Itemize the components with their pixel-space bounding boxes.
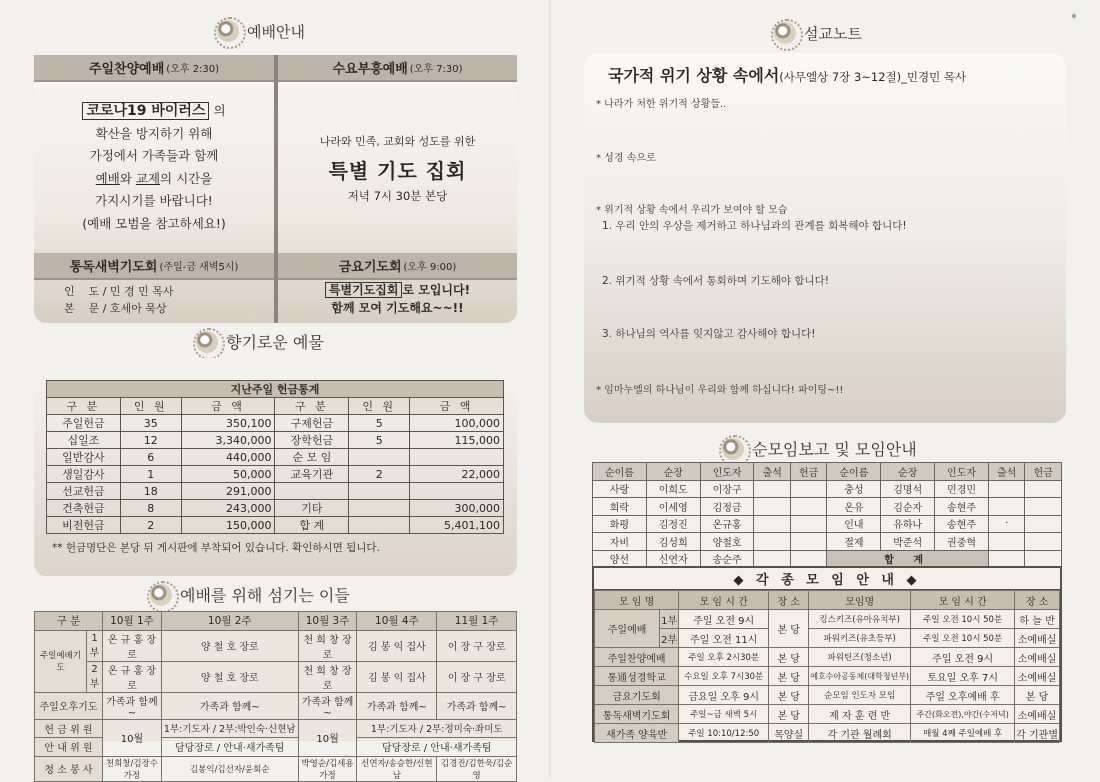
group-cell: 양선 — [593, 550, 647, 568]
meet-time: 수요일 오후 7시30분 — [679, 667, 769, 686]
servers-afternoon-label: 주일오후기도 — [35, 692, 103, 719]
sermon-reference: (사무엘상 7장 3~12절)_민경민 목사 — [779, 70, 967, 84]
group-cell: 김명석 — [881, 480, 935, 498]
group-cell: 박준석 — [881, 533, 935, 551]
meet-h: 모 임 명 — [595, 591, 679, 610]
group-header-row — [593, 463, 1062, 481]
sermon-point: 2. 위기적 상황 속에서 통회하며 기도해야 합니다! — [602, 275, 829, 287]
offering-table — [46, 380, 504, 534]
meet-time: 금요일 오후 9시 — [679, 686, 769, 705]
servers-offering-a: 1부:기도자 / 2부:박인숙·신현남 — [161, 719, 298, 738]
meet-row — [595, 629, 1060, 648]
meet-time-r: 주일 오후예배 후 — [911, 686, 1015, 705]
meet-time-r: 주일 오전 10시 50분 — [911, 610, 1015, 629]
offering-cell: 2 — [120, 517, 181, 534]
offering-cell: 합 계 — [275, 517, 349, 534]
servers-usher-b: 담당장로 / 안내·새가족팀 — [357, 738, 517, 757]
covid-line2: 확산을 방지하기 위해 — [95, 125, 213, 141]
offering-cell: 5,401,100 — [410, 517, 504, 534]
meet-place: 본 당 — [769, 610, 809, 648]
group-cell: 양철호 — [700, 533, 754, 551]
meet-name: 통독새벽기도회 — [595, 705, 679, 724]
servers-part2: 2부 — [87, 661, 103, 692]
group-cell: 송순주 — [700, 550, 754, 568]
meet-time: 주일 오전 11시 — [679, 629, 769, 648]
group-header-cell: 출석 — [754, 463, 790, 481]
covid-and: 와 — [119, 170, 136, 186]
meetings-title: ◆ 각 종 모 임 안 내 ◆ — [594, 568, 1060, 590]
group-row — [593, 515, 1062, 533]
group-cell: 송현주 — [935, 515, 989, 533]
covid-line4-end: 의 시간을 — [160, 170, 213, 186]
sermon-heading — [774, 22, 862, 44]
servers-cell: 가족과 함께~ — [437, 692, 517, 719]
group-cell: 권중혁 — [935, 533, 989, 551]
meet-h: 장 소 — [769, 591, 809, 610]
friday-bar — [278, 253, 517, 280]
group-cell: · — [988, 515, 1024, 533]
covid-line1: 의 — [213, 103, 226, 118]
group-cell — [790, 533, 826, 551]
meet-h: 모임명 — [809, 591, 911, 610]
offering-header-cell: 인 원 — [349, 398, 410, 415]
offering-cell — [349, 500, 410, 517]
meet-row — [595, 648, 1060, 667]
sermon-title-text: 국가적 위기 상황 속에서 — [608, 66, 780, 85]
servers-cell: 김경진/김한욱/김순영 — [437, 756, 517, 781]
offering-panel — [34, 358, 517, 576]
group-cell — [1025, 480, 1062, 498]
wednesday-bar — [278, 55, 517, 82]
servers-header-row — [35, 612, 517, 631]
group-cell — [790, 515, 826, 533]
covid-line3: 가정에서 가족들과 함께 — [89, 148, 219, 163]
meet-part: 2부 — [660, 629, 679, 648]
group-cell: 희락 — [593, 498, 647, 516]
meet-place-r: 소예배실 — [1015, 667, 1060, 686]
offering-cell: 6 — [120, 449, 181, 466]
meetings-panel — [592, 566, 1062, 742]
ornament-icon — [774, 22, 796, 44]
meet-row — [595, 724, 1060, 743]
group-header-cell: 헌금 — [790, 463, 826, 481]
meet-place: 본 당 — [769, 648, 809, 667]
covid-line5: 가지시기를 바랍니다! — [95, 193, 213, 208]
offering-cell: 순 모 임 — [275, 449, 349, 466]
group-header-cell: 출석 — [988, 463, 1024, 481]
dawn-info — [64, 283, 174, 317]
group-cell: 합 계 — [827, 550, 988, 568]
meet-name-r: 예호수아공동체(대학청년부) — [809, 667, 911, 686]
worship-panel — [34, 55, 517, 323]
servers-table — [34, 611, 517, 782]
meet-time: 주일 오후 2시30분 — [679, 648, 769, 667]
offer-heading-text: 향기로운 예물 — [226, 333, 324, 352]
group-cell: 충성 — [827, 480, 881, 498]
servers-cell: 김 봉 익 집사 — [357, 661, 437, 692]
group-cell: 김정진 — [646, 515, 700, 533]
dawn-text: 본 문 / 호세아 묵상 — [64, 302, 167, 315]
meet-place: 본 당 — [769, 686, 809, 705]
servers-row-prayer1 — [35, 630, 517, 661]
meetings-header-row — [595, 591, 1060, 610]
meet-time-r: 주간(화오전),야간(수저녁) — [911, 705, 1015, 724]
servers-cell: 양 철 호 장로 — [161, 630, 298, 661]
offering-row — [47, 483, 504, 500]
servers-cell: 가족과 함께~ — [298, 692, 357, 719]
servers-cell: 신연자/송승한/신현남 — [357, 756, 437, 781]
friday-rest: 로 모입니다! — [402, 283, 471, 297]
servers-usher-label: 안 내 위 원 — [35, 738, 103, 757]
group-header-cell: 순이름 — [593, 463, 647, 481]
group-cell — [988, 480, 1024, 498]
offering-cell: 115,000 — [410, 432, 504, 449]
worship-heading — [217, 20, 305, 42]
ornament-icon — [722, 438, 744, 460]
servers-heading-text: 예배를 위해 섬기는 이들 — [180, 586, 350, 605]
group-heading-text: 순모임보고 및 모임안내 — [752, 440, 917, 459]
group-cell: 이장구 — [700, 480, 754, 498]
group-cell — [790, 550, 826, 568]
meet-name-r: 제 자 훈 련 반 — [809, 705, 911, 724]
offering-cell: 일반감사 — [47, 449, 121, 466]
group-cell — [1025, 550, 1062, 568]
group-cell — [754, 533, 790, 551]
sunday-time: (오후 2:30) — [166, 64, 220, 75]
offering-header-cell: 구 분 — [275, 398, 349, 415]
offering-row — [47, 449, 504, 466]
offering-cell: 십일조 — [47, 432, 121, 449]
covid-boxed: 코로나19 바이러스 — [82, 102, 209, 120]
group-cell: 민경민 — [935, 480, 989, 498]
sunday-bar — [34, 55, 274, 82]
offering-row — [47, 466, 504, 483]
offer-heading — [196, 330, 324, 353]
sermon-note: * 성경 속으로 — [596, 153, 656, 164]
meet-row — [595, 705, 1060, 724]
servers-month-b: 10월 — [298, 719, 357, 756]
offering-cell — [410, 449, 504, 466]
dawn-leader: 인 도 / 민 경 민 목사 — [64, 285, 174, 298]
meet-place-r: 각 기관별 — [1015, 724, 1060, 743]
group-cell: 송현주 — [935, 498, 989, 516]
servers-h5: 11월 1주 — [437, 612, 517, 631]
group-cell: 인내 — [827, 515, 881, 533]
servers-cleaning-label: 청 소 봉 사 — [35, 756, 103, 781]
offering-header-cell: 금 액 — [181, 398, 275, 415]
meet-h: 모 임 시 간 — [679, 591, 769, 610]
servers-h2: 10월 2주 — [161, 612, 298, 631]
sermon-note: * 위기적 상황 속에서 우리가 보여야 할 모습 — [596, 205, 788, 216]
servers-cell: 이 장 구 장로 — [437, 661, 517, 692]
sermon-note: * 나라가 처한 위기적 상황들.. — [596, 99, 727, 110]
group-row — [593, 533, 1062, 551]
sermon-title — [608, 63, 966, 86]
page-fold — [549, 0, 551, 777]
servers-cell: 천 희 창 장로 — [298, 630, 357, 661]
friday-time: (오후 9:00) — [403, 262, 457, 273]
offering-note: ** 헌금명단은 본당 뒤 게시판에 부착되어 있습니다. 확인하시면 됩니다. — [52, 542, 380, 554]
wednesday-bar-label: 수요부흥예배 — [332, 62, 408, 77]
servers-usher-a: 담당장로 / 안내·새가족팀 — [161, 738, 298, 757]
offering-cell: 150,000 — [181, 517, 275, 534]
meet-name: 새가족 양육반 — [595, 724, 679, 743]
group-cell — [754, 498, 790, 516]
sermon-heading-text: 설교노트 — [804, 24, 862, 43]
offering-caption: 지난주일 헌금통계 — [47, 381, 504, 398]
meet-name: 주일예배 — [595, 610, 660, 648]
ornament-icon — [150, 584, 172, 606]
ornament-icon — [196, 331, 218, 353]
offering-header-cell: 구 분 — [47, 398, 121, 415]
servers-offering-label: 헌 금 위 원 — [35, 719, 103, 738]
friday-info — [278, 281, 517, 317]
special-time: 저녁 7시 30분 본당 — [347, 189, 448, 203]
offering-cell: 22,000 — [410, 466, 504, 483]
meet-name: 주일찬양예배 — [595, 648, 679, 667]
offering-header-row — [47, 398, 504, 415]
dawn-bar-label: 통독새벽기도회 — [69, 260, 158, 275]
servers-heading — [150, 583, 350, 606]
servers-month-a: 10월 — [103, 719, 162, 756]
sermon-point: 3. 하나님의 역사를 잊지않고 감사해야 합니다! — [602, 328, 816, 340]
meetings-table — [594, 590, 1060, 743]
offering-cell: 1 — [120, 466, 181, 483]
worship-heading-text: 예배안내 — [247, 22, 305, 41]
meet-place-r: 소예배실 — [1015, 629, 1060, 648]
meet-name-r: 각 기관 월례회 — [809, 724, 911, 743]
group-header-cell: 인도자 — [700, 463, 754, 481]
group-cell: 절제 — [827, 533, 881, 551]
offering-cell: 12 — [120, 432, 181, 449]
offering-cell — [275, 483, 349, 500]
meet-row — [595, 610, 1060, 629]
group-header-cell: 순장 — [646, 463, 700, 481]
meet-name-r: 파워키즈(유초등부) — [809, 629, 911, 648]
meet-name-r: 킹스키즈(유아유치부) — [809, 610, 911, 629]
group-cell: 이세영 — [646, 498, 700, 516]
friday-boxed: 특별기도집회 — [325, 282, 403, 298]
offering-cell: 2 — [349, 466, 410, 483]
offering-cell: 장학헌금 — [275, 432, 349, 449]
meet-time: 주일~금 새벽 5시 — [679, 705, 769, 724]
offering-cell: 건축헌금 — [47, 500, 121, 517]
meet-h: 모 임 시 간 — [911, 591, 1015, 610]
meet-time: 주일 오전 9시 — [679, 610, 769, 629]
servers-cell: 김 봉 익 집사 — [357, 630, 437, 661]
meet-place: 본 당 — [769, 705, 809, 724]
offering-cell — [349, 449, 410, 466]
meet-place-r: 소예배실 — [1015, 705, 1060, 724]
group-row — [593, 480, 1062, 498]
offering-cell: 300,000 — [410, 500, 504, 517]
servers-cell: 박영순/김세용 가정 — [298, 756, 357, 781]
meet-part: 1부 — [660, 610, 679, 629]
group-cell: 자비 — [593, 533, 647, 551]
offering-cell — [349, 517, 410, 534]
offering-cell: 350,100 — [181, 415, 275, 432]
group-cell — [754, 515, 790, 533]
offering-header-cell: 금 액 — [410, 398, 504, 415]
offering-cell: 5 — [349, 415, 410, 432]
group-header-cell: 순이름 — [827, 463, 881, 481]
meet-time-r: 매월 4째 주일예배 후 — [911, 724, 1015, 743]
offering-cell — [410, 483, 504, 500]
meet-name: 금요기도회 — [595, 686, 679, 705]
servers-h1: 10월 1주 — [103, 612, 162, 631]
sunday-bar-label: 주일찬양예배 — [88, 62, 165, 77]
dawn-bar — [34, 253, 274, 280]
servers-cell: 김봉익/김선자/윤회순 — [161, 756, 298, 781]
sermon-point: 1. 우리 안의 우상을 제거하고 하나님과의 관계를 회복해야 합니다! — [602, 220, 907, 232]
meet-time-r: 주일 오전 10시 50분 — [911, 629, 1015, 648]
friday-line2: 함께 모여 기도해요~~!! — [331, 301, 464, 315]
servers-part1: 1부 — [87, 630, 103, 661]
sermon-panel — [584, 53, 1066, 423]
meet-place-r: 하 늘 반 — [1015, 610, 1060, 629]
offering-cell: 35 — [120, 415, 181, 432]
offering-cell: 100,000 — [410, 415, 504, 432]
servers-cell: 온 규 홍 장로 — [103, 661, 162, 692]
servers-cell: 가족과 함께~ — [357, 692, 437, 719]
group-cell: 신연자 — [646, 550, 700, 568]
corner-mark — [1072, 14, 1076, 18]
servers-cell: 가족과 함께~ — [103, 692, 162, 719]
group-row — [593, 498, 1062, 516]
servers-h4: 10월 4주 — [357, 612, 437, 631]
special-sub: 나라와 민족, 교회와 성도를 위한 — [319, 135, 476, 148]
offering-cell: 5 — [349, 432, 410, 449]
meet-time-r: 토요일 오후 7시 — [911, 667, 1015, 686]
group-cell: 사랑 — [593, 480, 647, 498]
group-cell: 이희도 — [646, 480, 700, 498]
dawn-time: (주일-금 새벽5시) — [159, 262, 239, 273]
offering-row — [47, 432, 504, 449]
covid-worship: 예배 — [95, 170, 120, 186]
servers-row-prayer2 — [35, 661, 517, 692]
offering-cell — [349, 483, 410, 500]
group-cell — [790, 480, 826, 498]
group-header-cell: 헌금 — [1025, 463, 1062, 481]
covid-line6: (예배 모범을 참고하세요!) — [82, 215, 226, 231]
servers-cell: 천희창/김장수 가정 — [103, 756, 162, 781]
group-header-cell: 인도자 — [935, 463, 989, 481]
servers-cell: 천 희 창 장로 — [298, 661, 357, 692]
offering-cell: 18 — [120, 483, 181, 500]
group-cell: 김정금 — [700, 498, 754, 516]
group-cell: 유하나 — [881, 515, 935, 533]
group-cell: 온유 — [827, 498, 881, 516]
group-header-cell: 순장 — [881, 463, 935, 481]
servers-row-cleaning — [35, 756, 517, 781]
servers-cell: 양 철 호 장로 — [161, 661, 298, 692]
group-cell — [988, 550, 1024, 568]
servers-panel — [34, 611, 517, 781]
servers-row-offering — [35, 719, 517, 738]
group-cell — [988, 533, 1024, 551]
special-title: 특별 기도 집회 — [328, 159, 467, 183]
offering-row — [47, 517, 504, 534]
group-cell: 김순자 — [881, 498, 935, 516]
meet-place-r: 소예배실 — [1015, 648, 1060, 667]
covid-notice — [34, 100, 274, 235]
servers-cell: 가족과 함께~ — [161, 692, 298, 719]
ornament-icon — [217, 20, 239, 42]
group-heading — [722, 437, 917, 460]
offering-cell: 243,000 — [181, 500, 275, 517]
group-cell — [988, 498, 1024, 516]
group-cell: 김성희 — [646, 533, 700, 551]
offering-cell: 50,000 — [181, 466, 275, 483]
offering-cell: 440,000 — [181, 449, 275, 466]
servers-offering-b: 1부:기도자 / 2부:정미숙·좌미도 — [357, 719, 517, 738]
servers-h0: 구 분 — [35, 612, 103, 631]
group-cell — [754, 550, 790, 568]
group-cell — [1025, 515, 1062, 533]
meet-place: 목양실 — [769, 724, 809, 743]
offering-cell: 주일헌금 — [47, 415, 121, 432]
group-cell — [790, 498, 826, 516]
servers-cell: 이 장 구 장로 — [437, 630, 517, 661]
meet-name: 통通성경학교 — [595, 667, 679, 686]
meet-row — [595, 686, 1060, 705]
group-cell: 화평 — [593, 515, 647, 533]
offering-cell: 3,340,000 — [181, 432, 275, 449]
offering-cell: 291,000 — [181, 483, 275, 500]
servers-cell: 온 규 홍 장로 — [103, 630, 162, 661]
servers-prayer-label: 주일예배기도 — [35, 630, 87, 692]
wednesday-time: (오후 7:30) — [409, 64, 463, 75]
meet-time: 주일 10:10/12:50 — [679, 724, 769, 743]
meet-time-r: 주일 오전 9시 — [911, 648, 1015, 667]
meet-place-r: 본 당 — [1015, 686, 1060, 705]
group-cell — [754, 480, 790, 498]
special-prayer — [278, 133, 517, 204]
offering-cell: 비전헌금 — [47, 517, 121, 534]
servers-row-afternoon — [35, 692, 517, 719]
offering-header-cell: 인 원 — [120, 398, 181, 415]
offering-cell: 생일감사 — [47, 466, 121, 483]
group-table — [592, 462, 1062, 568]
group-row — [593, 550, 1062, 568]
covid-fellowship: 교제 — [135, 170, 161, 186]
offering-cell: 8 — [120, 500, 181, 517]
offering-row — [47, 415, 504, 432]
offering-cell: 기타 — [275, 500, 349, 517]
friday-bar-label: 금요기도회 — [338, 260, 402, 275]
group-cell — [1025, 533, 1062, 551]
meet-name-r: 파워틴즈(청소년) — [809, 648, 911, 667]
meet-name-r: 순모임 인도자 모임 — [809, 686, 911, 705]
group-cell: 온규홍 — [700, 515, 754, 533]
meet-row — [595, 667, 1060, 686]
meet-h: 장 소 — [1015, 591, 1060, 610]
offering-cell: 교육기관 — [275, 466, 349, 483]
group-cell — [1025, 498, 1062, 516]
offering-row — [47, 500, 504, 517]
meet-place: 본 당 — [769, 667, 809, 686]
offering-cell: 선교헌금 — [47, 483, 121, 500]
servers-h3: 10월 3주 — [298, 612, 357, 631]
offering-cell: 구제헌금 — [275, 415, 349, 432]
sermon-note: * 임마누엘의 하나님이 우리와 함께 하십니다! 파이팅~!! — [596, 385, 844, 396]
